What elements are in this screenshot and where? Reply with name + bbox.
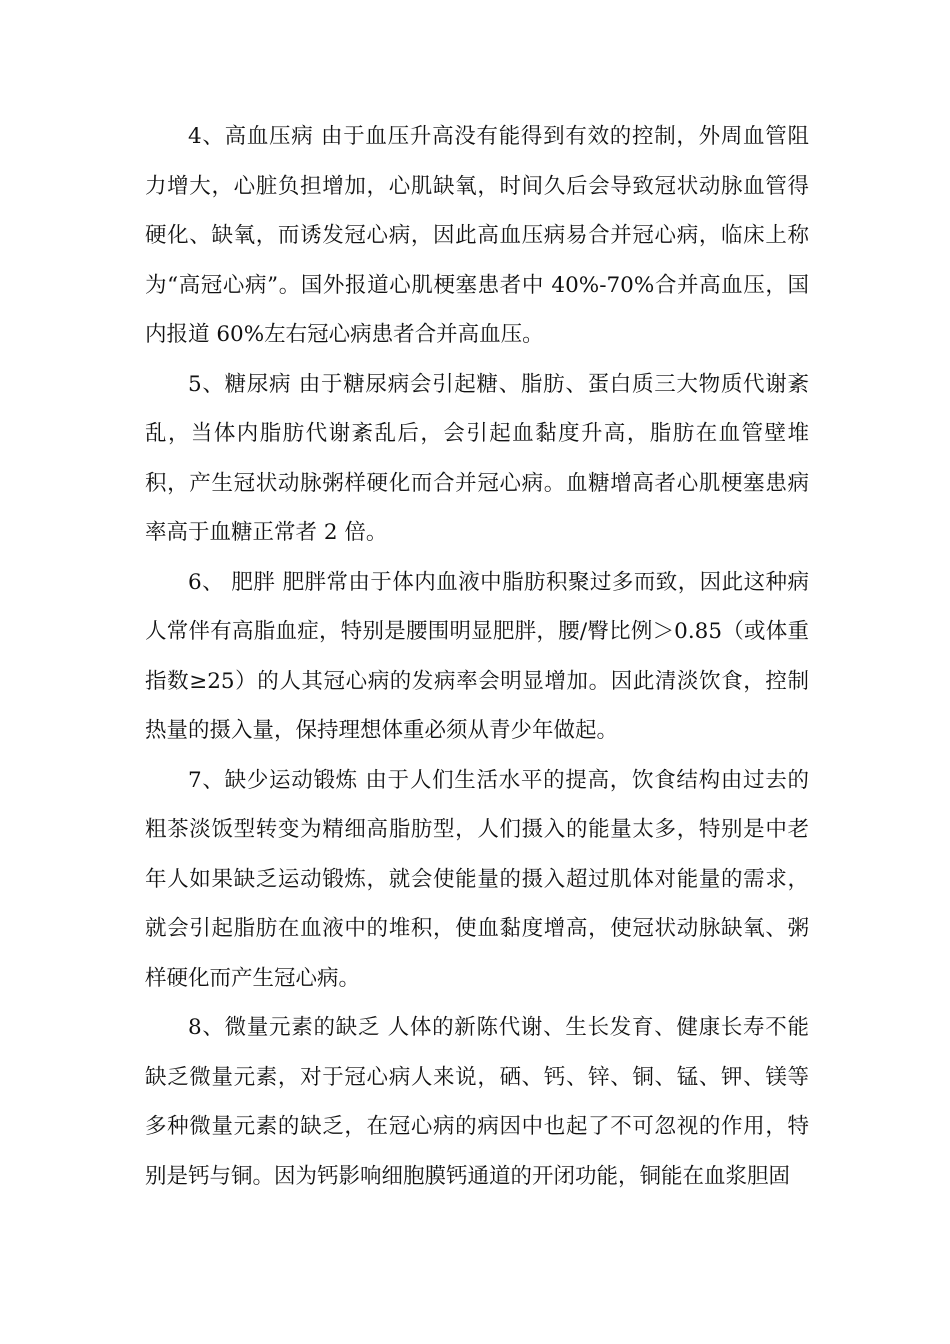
paragraph-obesity: 6、 肥胖 肥胖常由于体内血液中脂肪积聚过多而致，因此这种病人常伴有高脂血症，特别是腰围明显肥胖，腰/臀比例＞0.85（或体重指数≥25）的人其冠心病的发病率会明显增加。因此清淡饮食，控制热量的摄入量，保持理想体重必须从青少年做起。: [145, 569, 809, 743]
paragraph-trace-elements: 8、微量元素的缺乏 人体的新陈代谢、生长发育、健康长寿不能缺乏微量元素，对于冠心病人来说，硒、钙、锌、铜、锰、钾、镁等多种微量元素的缺乏，在冠心病的病因中也起了不可忽视的作用，特别是钙与铜。因为钙影响细胞膜钙通道的开闭功能，铜能在血浆胆固: [145, 1015, 809, 1189]
paragraph-hypertension: 4、高血压病 由于血压升高没有能得到有效的控制，外周血管阻力增大，心脏负担增加，心肌缺氧，时间久后会导致冠状动脉血管得硬化、缺氧，而诱发冠心病，因此高血压病易合并冠心病，临床上称为“高冠心病”。国外报道心肌梗塞患者中 40%-70%合并高血压，国内报道 60%左右冠心病患者合并高血压。: [145, 124, 809, 347]
paragraph-lack-of-exercise: 7、缺少运动锻炼 由于人们生活水平的提高，饮食结构由过去的粗茶淡饭型转变为精细高脂肪型，人们摄入的能量太多，特别是中老年人如果缺乏运动锻炼，就会使能量的摄入超过肌体对能量的需求，就会引起脂肪在血液中的堆积，使血黏度增高，使冠状动脉缺氧、粥样硬化而产生冠心病。: [145, 767, 809, 991]
document-body: [145, 112, 809, 1201]
paragraph-diabetes: 5、糖尿病 由于糖尿病会引起糖、脂肪、蛋白质三大物质代谢紊乱，当体内脂肪代谢紊乱后，会引起血黏度升高，脂肪在血管壁堆积，产生冠状动脉粥样硬化而合并冠心病。血糖增高者心肌梗塞患病率高于血糖正常者 2 倍。: [145, 371, 809, 545]
